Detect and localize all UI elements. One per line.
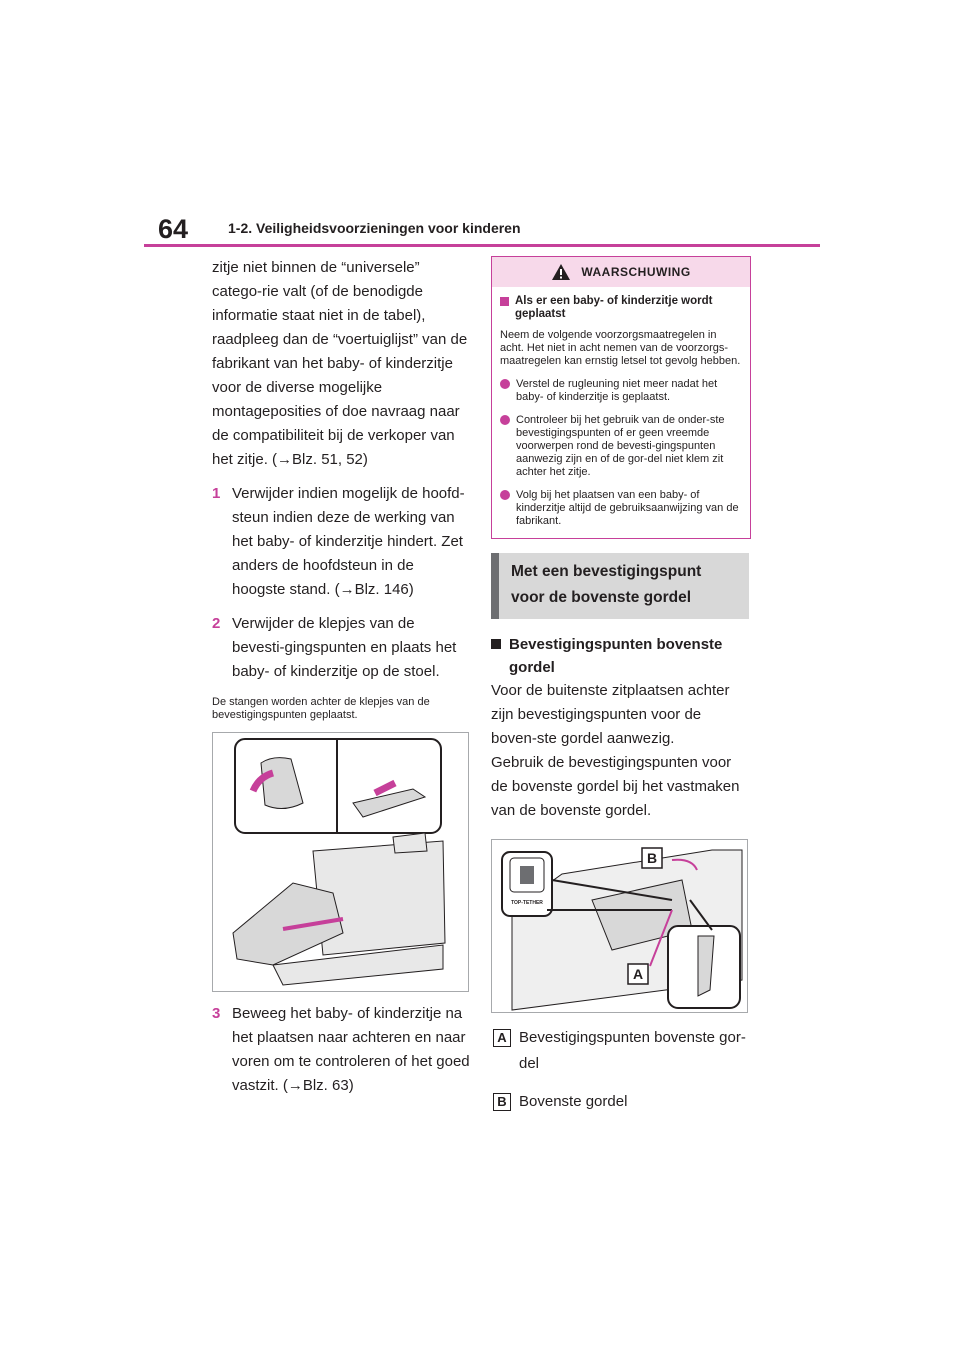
warning-bullet-text: Volg bij het plaatsen van een baby- of kinderzitje altijd de gebruiksaanwijzing van de fabrikant. <box>516 489 739 527</box>
step-number: 2 <box>212 615 221 632</box>
page-number: 64 <box>158 214 189 244</box>
legend-item-b <box>491 1089 751 1115</box>
warning-bullet-text: Verstel de rugleuning niet meer nadat het baby- of kinderzitje is geplaatst. <box>516 378 718 403</box>
paragraph-2: Gebruik de bevestigingspunten voor de bovenste gordel bij het vastmaken van de bovenste gordel. <box>491 754 740 819</box>
round-bullet-icon <box>500 379 510 389</box>
right-column <box>491 256 751 1115</box>
section-title: 1-2. Veiligheidsvoorzieningen voor kinderen <box>228 220 521 236</box>
sub-heading-text: Bevestigingspunten bovenste gordel <box>509 636 723 676</box>
warning-bullet <box>500 414 742 479</box>
top-tether-illustration-icon <box>492 840 747 1012</box>
label-b: B <box>646 850 658 866</box>
left-column <box>212 256 470 1098</box>
legend-text: Bovenste gordel <box>519 1093 628 1110</box>
isofix-installation-illustration <box>212 732 469 992</box>
top-tether-illustration <box>491 839 748 1013</box>
legend-letter: A <box>493 1029 511 1047</box>
legend-text: Bevestigingspunten bovenste gor-del <box>519 1029 746 1072</box>
warning-bullet <box>500 489 742 528</box>
warning-bullet-text: Controleer bij het gebruik van de onder-ste bevestigingspunten of er geen vreemde voorwerpen rond de bevesti-gingspunten aanwezig zijn en of de gor-del niet klem zit achter het zitje. <box>516 414 725 478</box>
step-1 <box>212 482 470 602</box>
round-bullet-icon <box>500 415 510 425</box>
section-heading: Met een bevestigingspunt voor de bovenste gordel <box>491 553 749 619</box>
header-rule <box>144 244 820 247</box>
label-a: A <box>632 966 644 982</box>
warning-paragraph: Neem de volgende voorzorgsmaatregelen in acht. Het niet in acht nemen van de voorzorgs-maatregelen kan ernstig letsel tot gevolg hebben. <box>500 329 741 367</box>
step-number: 1 <box>212 485 221 502</box>
warning-header <box>492 257 750 287</box>
paragraph-1: Voor de buitenste zitplaatsen achter zijn bevestigingspunten voor de boven-ste gordel aanwezig. <box>491 682 730 747</box>
square-bullet-icon <box>500 297 509 306</box>
legend-letter: B <box>493 1093 511 1111</box>
warning-content <box>492 287 750 538</box>
step-3 <box>212 1002 470 1098</box>
step-text: Verwijder de klepjes van de bevesti-gingspunten en plaats het baby- of kinderzitje op de stoel. <box>232 615 457 680</box>
warning-box <box>491 256 751 539</box>
seat-illustration-icon <box>213 733 468 991</box>
top-tether-label: TOP-TETHER <box>511 900 543 906</box>
square-bullet-icon <box>491 639 501 649</box>
step-text: Verwijder indien mogelijk de hoofd-steun indien deze de werking van het baby- of kinderzitje hindert. Zet anders de hoofdsteun in de hoogste stand. (→Blz. 146) <box>232 485 465 598</box>
step-number: 3 <box>212 1005 221 1022</box>
step-text: Beweeg het baby- of kinderzitje na het plaatsen naar achteren en naar voren om te controleren of het goed vastzit. (→Blz. 63) <box>232 1005 470 1094</box>
round-bullet-icon <box>500 490 510 500</box>
sub-heading <box>491 633 751 679</box>
warning-subheading-text: Als er een baby- of kinderzitje wordt geplaatst <box>515 295 713 320</box>
warning-title: WAARSCHUWING <box>581 265 691 279</box>
legend-item-a <box>491 1025 751 1077</box>
warning-triangle-icon <box>551 263 571 281</box>
intro-paragraph: zitje niet binnen de “universele” catego-rie valt (of de benodigde informatie staat niet in de tabel), raadpleeg dan de “voertuiglijst” van de fabrikant van het baby- of kinderzitje voor de diverse mogelijke montageposities of doe navraag naar de compatibiliteit bij de verkoper van het zitje. (→Blz. 51, 52) <box>212 259 468 468</box>
figure-caption: De stangen worden achter de klepjes van de bevestigingspunten geplaatst. <box>212 696 430 721</box>
warning-bullet <box>500 378 742 404</box>
step-2 <box>212 612 470 684</box>
warning-subheading <box>500 295 742 321</box>
